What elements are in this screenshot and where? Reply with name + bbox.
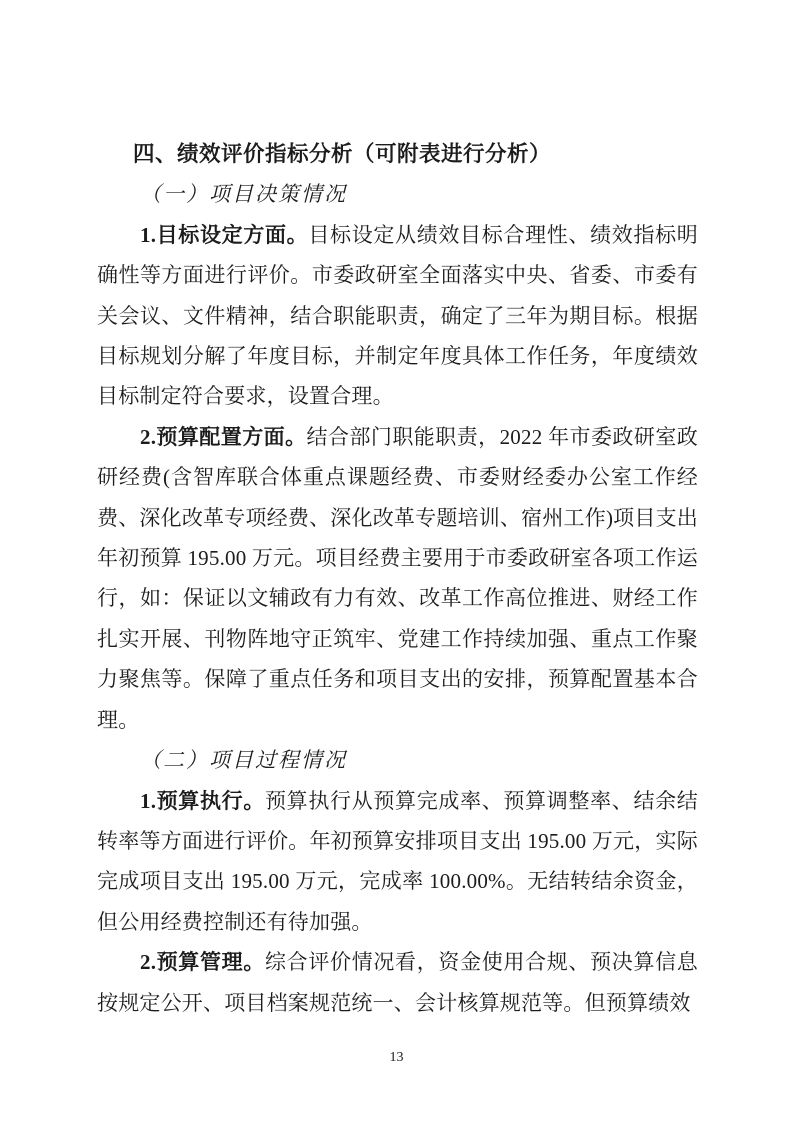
page-footer	[0, 1048, 793, 1068]
paragraph-budget-execution	[97, 781, 698, 943]
paragraph-budget-allocation-body: 结合部门职能职责，2022 年市委政研室政研经费(含智库联合体重点课题经费、市委财经委办公室工作经费、深化改革专项经费、深化改革专题培训、宿州工作)项目支出年初预算 195.00 万元。项目经费主要用于市委政研室各项工作运行，如：保证以文辅政有力有效、改革工作高位推进、财经工作扎实开展、刊物阵地守正筑牢、党建工作持续加强、重点工作聚力聚焦等。保障了重点任务和项目支出的安排，预算配置基本合理。	[97, 424, 698, 732]
paragraph-budget-management-lead: 2.预算管理。	[140, 950, 265, 975]
page-number: 13	[389, 1050, 404, 1065]
subsection-1-title: （一）项目决策情况	[140, 182, 347, 207]
paragraph-budget-allocation	[97, 417, 698, 740]
paragraph-budget-management	[97, 942, 698, 1023]
paragraph-budget-execution-body: 预算执行从预算完成率、预算调整率、结余结转率等方面进行评价。年初预算安排项目支出 195.00 万元，实际完成项目支出 195.00 万元，完成率 100.00%。无结转结余资金，但公用经费控制还有待加强。	[97, 788, 698, 934]
paragraph-goal-setting-lead: 1.目标设定方面。	[140, 222, 309, 247]
document-content	[97, 134, 698, 1023]
subsection-2-title: （二）项目过程情况	[140, 748, 347, 773]
paragraph-goal-setting-body: 目标设定从绩效目标合理性、绩效指标明确性等方面进行评价。市委政研室全面落实中央、省委、市委有关会议、文件精神，结合职能职责，确定了三年为期目标。根据目标规划分解了年度目标，并制定年度具体工作任务，年度绩效目标制定符合要求，设置合理。	[97, 222, 698, 409]
paragraph-budget-allocation-lead: 2.预算配置方面。	[140, 424, 307, 449]
section-heading: 四、绩效评价指标分析（可附表进行分析）	[133, 142, 552, 166]
paragraph-goal-setting	[97, 215, 698, 417]
paragraph-budget-execution-lead: 1.预算执行。	[140, 788, 265, 813]
paragraph-budget-management-body: 综合评价情况看，资金使用合规、预决算信息按规定公开、项目档案规范统一、会计核算规范等。但预算绩效	[97, 950, 698, 1015]
